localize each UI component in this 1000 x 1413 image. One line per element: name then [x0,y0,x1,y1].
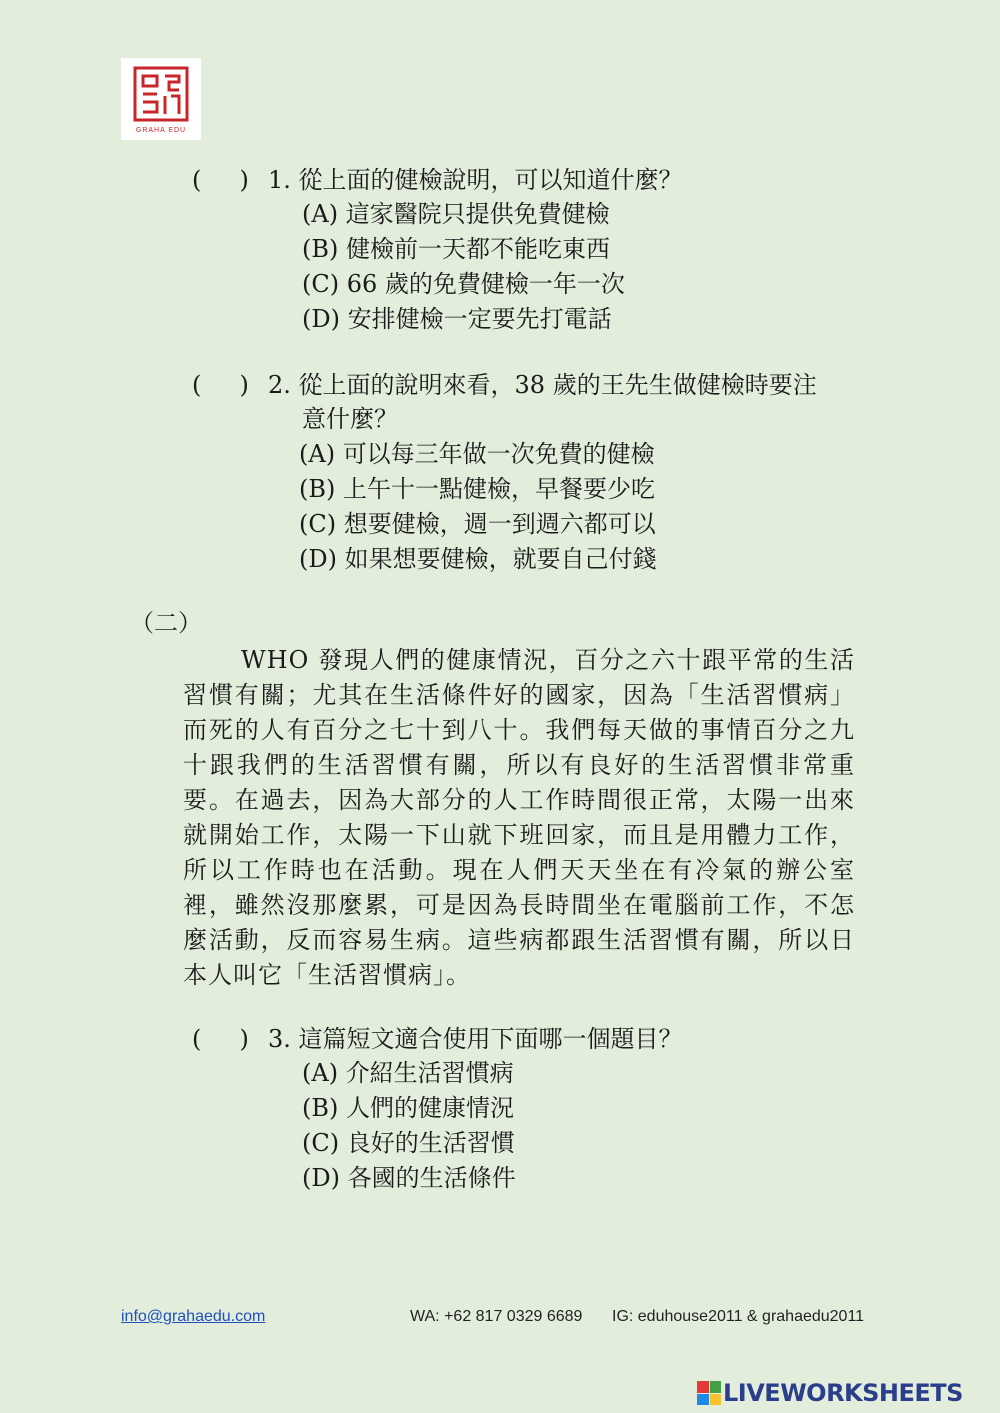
question-3-options [302,1056,516,1196]
option-1b: (B) 健檢前一天都不能吃東西 [302,235,610,263]
logo-caption: GRAHA EDU [135,127,187,134]
reading-passage: WHO 發現人們的健康情況，百分之六十跟平常的生活習慣有關；尤其在生活條件好的國家，因為「生活習慣病」而死的人有百分之七十到八十。我們每天做的事情百分之九十跟我們的生活習慣有關，所以有良好的生活習慣非常重要。在過去，因為大部分的人工作時間很正常，太陽一出來就開始工作，太陽一下山就下班回家，而且是用體力工作，所以工作時也在活動。現在人們天天坐在有冷氣的辦公室裡，雖然沒那麼累，可是因為長時間坐在電腦前工作，不怎麼活動，反而容易生病。這些病都跟生活習慣有關，所以日本人叫它「生活習慣病」。 [183,646,855,989]
question-2-continuation: 意什麼？ [302,405,398,433]
question-2-options [299,437,657,577]
option-2d: (D) 如果想要健檢，就要自己付錢 [299,545,657,573]
answer-blank-2[interactable]: ( ) [192,371,249,399]
footer [0,1308,1000,1332]
option-3b: (B) 人們的健康情況 [302,1094,514,1122]
question-1-text: 1. 從上面的健檢說明，可以知道什麼？ [268,166,683,194]
option-3d: (D) 各國的生活條件 [302,1164,516,1192]
option-2c: (C) 想要健檢，週一到週六都可以 [299,510,656,538]
liveworksheets-icon [697,1381,721,1405]
section-label: （二） [130,609,202,637]
liveworksheets-watermark [697,1376,997,1410]
liveworksheets-text: LIVEWORKSHEETS [723,1379,963,1407]
option-3c: (C) 良好的生活習慣 [302,1129,515,1157]
question-3-text: 3. 這篇短文適合使用下面哪一個題目？ [268,1025,683,1053]
graha-edu-logo [121,58,201,140]
question-1-options [302,197,625,337]
option-1d: (D) 安排健檢一定要先打電話 [302,305,612,333]
instagram-contact: IG: eduhouse2011 & grahaedu2011 [612,1308,865,1325]
option-3a: (A) 介紹生活習慣病 [302,1059,514,1087]
whatsapp-contact: WA: +62 817 0329 6689 [410,1308,583,1325]
option-1a: (A) 這家醫院只提供免費健檢 [302,200,610,228]
option-2b: (B) 上午十一點健檢，早餐要少吃 [299,475,655,503]
question-2-text: 2. 從上面的說明來看，38 歲的王先生做健檢時要注 [268,371,817,399]
option-1c: (C) 66 歲的免費健檢一年一次 [302,270,625,298]
answer-blank-3[interactable]: ( ) [192,1025,249,1053]
answer-blank-1[interactable]: ( ) [192,166,249,194]
email-link[interactable]: info@grahaedu.com [121,1308,266,1325]
option-2a: (A) 可以每三年做一次免費的健檢 [299,440,655,468]
